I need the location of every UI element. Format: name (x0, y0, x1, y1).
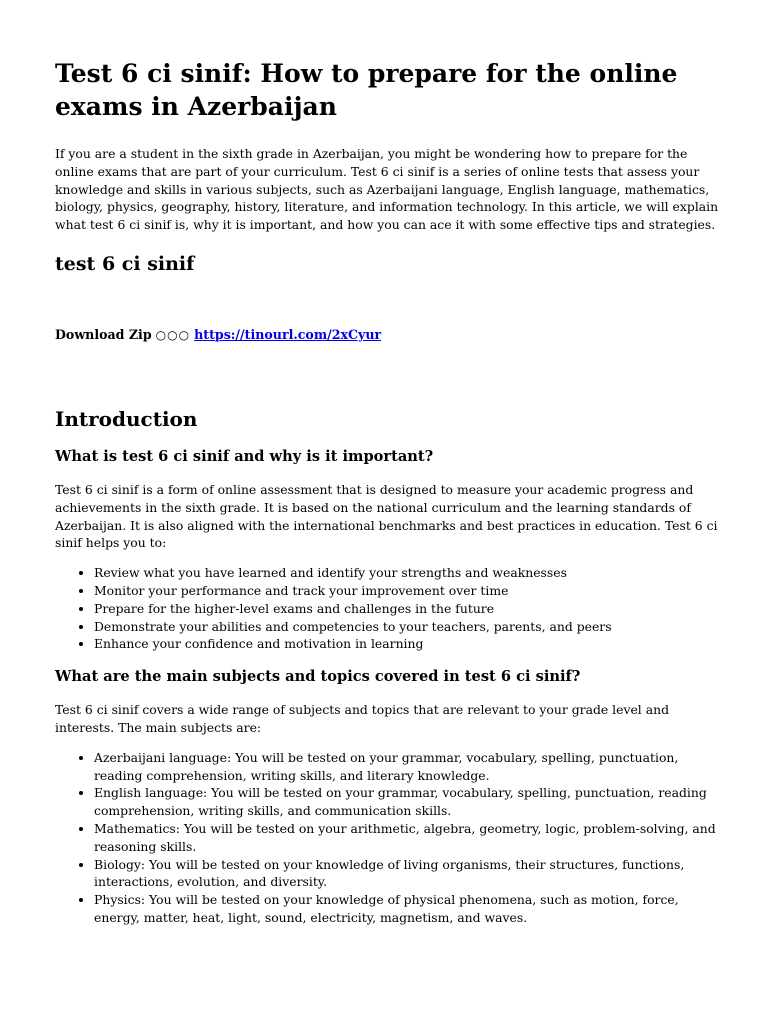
list-item: • English language: You will be tested on your grammar, vocabulary, spelling, punctuation, reading comprehension, writing skills, and communication skills. (94, 784, 720, 820)
list-item: • Azerbaijani language: You will be tested on your grammar, vocabulary, spelling, punctuation, reading comprehension, writing skills, and literary knowledge. (94, 749, 720, 785)
article-title: Test 6 ci sinif: How to prepare for the online exams in Azerbaijan (55, 59, 678, 121)
document-page (55, 57, 720, 927)
download-link[interactable]: https://tinourl.com/2xCyur (194, 326, 382, 342)
list-item: • Review what you have learned and identify your strengths and weaknesses (94, 564, 720, 582)
question-heading-1: What is test 6 ci sinif and why is it important? (55, 447, 434, 465)
benefits-list (55, 564, 720, 653)
list-item: • Mathematics: You will be tested on your arithmetic, algebra, geometry, logic, problem-solving, and reasoning skills. (94, 820, 720, 856)
list-item: • Physics: You will be tested on your knowledge of physical phenomena, such as motion, force, energy, matter, heat, light, sound, electricity, magnetism, and waves. (94, 891, 720, 927)
question-heading-2: What are the main subjects and topics covered in test 6 ci sinif? (55, 668, 581, 686)
question-2-paragraph: Test 6 ci sinif covers a wide range of subjects and topics that are relevant to your grade level and interests. The main subjects are: (55, 702, 669, 735)
subjects-list (55, 749, 720, 927)
list-item: • Biology: You will be tested on your knowledge of living organisms, their structures, functions, interactions, evolution, and diversity. (94, 856, 720, 892)
download-label: Download Zip (55, 326, 152, 342)
list-item: • Enhance your confidence and motivation in learning (94, 635, 720, 653)
download-line (55, 326, 720, 344)
question-1-paragraph: Test 6 ci sinif is a form of online assessment that is designed to measure your academic progress and achievements in the sixth grade. It is based on the national curriculum and the learning standards of Azerbaijan. It is also aligned with the international benchmarks and best practices in education. Test 6 ci sinif helps you to: (55, 481, 718, 551)
list-item: • Monitor your performance and track your improvement over time (94, 582, 720, 600)
list-item: • Demonstrate your abilities and competencies to your teachers, parents, and peers (94, 618, 720, 636)
download-glyphs: ○○○ (155, 327, 191, 342)
section-heading-introduction: Introduction (55, 406, 198, 431)
intro-paragraph: If you are a student in the sixth grade in Azerbaijan, you might be wondering how to prepare for the online exams that are part of your curriculum. Test 6 ci sinif is a series of online tests that assess your knowledge and skills in various subjects, such as Azerbaijani language, English language, mathematics, biology, physics, geography, history, literature, and information technology. In this article, we will explain what test 6 ci sinif is, why it is important, and how you can ace it with some effective tips and strategies. (55, 146, 719, 233)
keyword-heading: test 6 ci sinif (55, 252, 195, 275)
list-item: • Prepare for the higher-level exams and challenges in the future (94, 600, 720, 618)
